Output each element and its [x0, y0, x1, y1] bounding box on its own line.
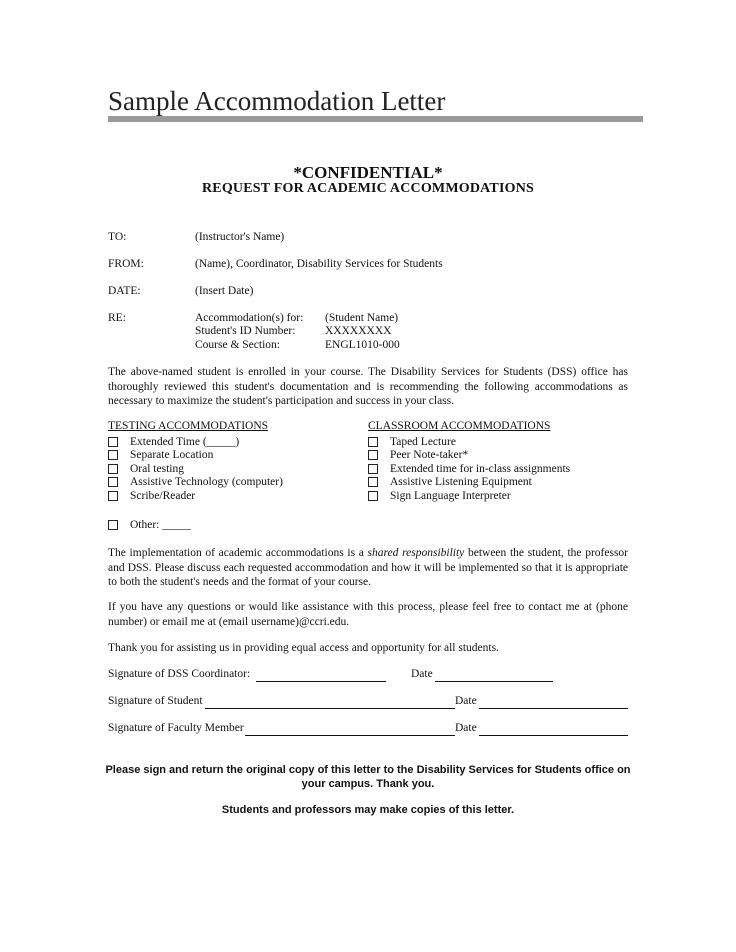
checkbox[interactable]: [108, 491, 118, 501]
re-accommodations-label: Accommodation(s) for:: [195, 312, 304, 324]
checkbox[interactable]: [108, 437, 118, 447]
testing-item[interactable]: Oral testing: [108, 462, 283, 476]
checkbox[interactable]: [368, 450, 378, 460]
classroom-item[interactable]: Sign Language Interpreter: [368, 489, 570, 503]
checkbox[interactable]: [108, 477, 118, 487]
page-title: Sample Accommodation Letter: [108, 86, 446, 116]
classroom-item[interactable]: Peer Note-taker*: [368, 449, 570, 463]
date-label: DATE:: [108, 285, 141, 297]
checkbox[interactable]: [368, 477, 378, 487]
re-course-label: Course & Section:: [195, 339, 280, 351]
testing-heading: TESTING ACCOMMODATIONS: [108, 420, 269, 432]
return-instructions: Please sign and return the original copy of this letter to the Disability Services for Students office on your campus. Thank you.: [105, 764, 631, 790]
faculty-signature-line[interactable]: [245, 735, 455, 736]
testing-item[interactable]: Extended Time (_____): [108, 435, 283, 449]
re-id-label: Student's ID Number:: [195, 325, 296, 337]
to-label: TO:: [108, 231, 127, 243]
checkbox[interactable]: [368, 437, 378, 447]
checkbox[interactable]: [108, 520, 118, 530]
intro-paragraph: The above-named student is enrolled in your course. The Disability Services for Students (DSS) office has thoroughly reviewed this student's documentation and is recommending the following accommodations as necessary to maximize the student's participation and success in your class.: [108, 366, 628, 407]
classroom-item[interactable]: Taped Lecture: [368, 435, 570, 449]
checkbox[interactable]: [368, 464, 378, 474]
testing-item[interactable]: Scribe/Reader: [108, 489, 283, 503]
other-row[interactable]: [108, 518, 191, 532]
confidential-heading: *CONFIDENTIAL*: [293, 163, 443, 182]
from-label: FROM:: [108, 258, 144, 270]
faculty-date-label: Date: [455, 722, 477, 734]
testing-item[interactable]: Assistive Technology (computer): [108, 476, 283, 490]
student-signature-line[interactable]: [205, 708, 455, 709]
date-value: (Insert Date): [195, 285, 254, 297]
to-value: (Instructor's Name): [195, 231, 285, 243]
student-date-label: Date: [455, 695, 477, 707]
dss-signature-label: Signature of DSS Coordinator:: [108, 668, 251, 680]
dss-date-label: Date: [411, 668, 433, 680]
title-underline-bar: [108, 116, 643, 122]
classroom-item[interactable]: Assistive Listening Equipment: [368, 476, 570, 490]
faculty-signature-label: Signature of Faculty Member: [108, 722, 244, 734]
dss-signature-line[interactable]: [256, 681, 386, 682]
implementation-paragraph: The implementation of academic accommodations is a shared responsibility between the student, the professor and DSS. Please discuss each requested accommodation and how it will be implemented so that it is appropriate to both the student's needs and the format of your course.: [108, 547, 628, 588]
thanks-paragraph: Thank you for assisting us in providing equal access and opportunity for all students.: [108, 642, 499, 654]
classroom-heading: CLASSROOM ACCOMMODATIONS: [368, 420, 551, 432]
student-date-line[interactable]: [479, 708, 628, 709]
shared-responsibility-emphasis: shared responsibility: [367, 547, 465, 559]
classroom-list: [368, 435, 570, 503]
re-label: RE:: [108, 312, 126, 324]
re-student-name: (Student Name): [325, 312, 399, 324]
checkbox[interactable]: [108, 450, 118, 460]
checkbox[interactable]: [368, 491, 378, 501]
other-label: Other: _____: [130, 518, 192, 531]
faculty-date-line[interactable]: [479, 735, 628, 736]
dss-date-line[interactable]: [435, 681, 553, 682]
questions-paragraph: If you have any questions or would like assistance with this process, please feel free to contact me at (phone number) or email me at (email username)@ccri.edu.: [108, 601, 628, 628]
re-course-value: ENGL1010-000: [325, 339, 400, 351]
testing-item[interactable]: Separate Location: [108, 449, 283, 463]
checkbox[interactable]: [108, 464, 118, 474]
copies-note: Students and professors may make copies of this letter.: [221, 804, 515, 816]
classroom-item[interactable]: Extended time for in-class assignments: [368, 462, 570, 476]
student-signature-label: Signature of Student: [108, 695, 203, 707]
re-id-value: XXXXXXXX: [325, 325, 392, 337]
from-value: (Name), Coordinator, Disability Services for Students: [195, 258, 443, 270]
request-heading: REQUEST FOR ACADEMIC ACCOMMODATIONS: [201, 181, 534, 196]
testing-list: [108, 435, 283, 503]
